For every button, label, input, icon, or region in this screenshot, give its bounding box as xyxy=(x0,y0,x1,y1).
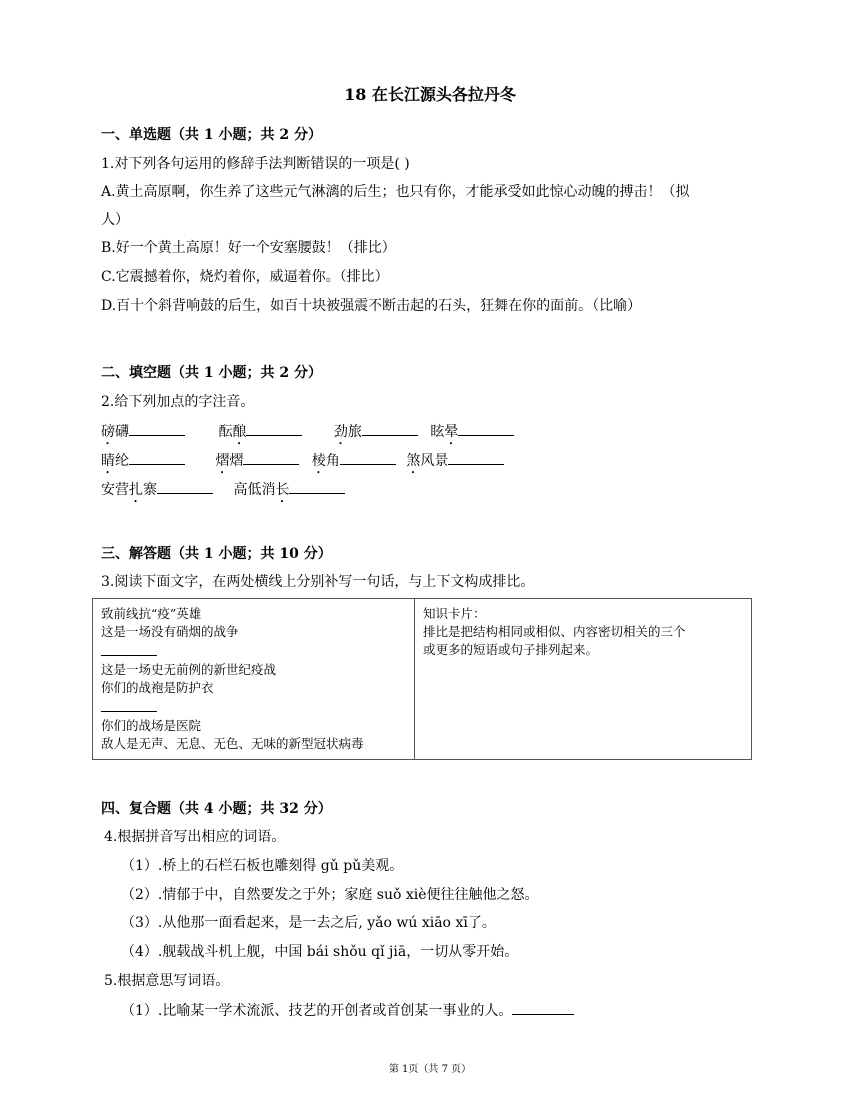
poem-line: 致前线抗“疫”英雄 xyxy=(101,606,202,621)
question-2: 2.给下列加点的字注音。 xyxy=(101,394,255,410)
option-a-line2: 人） xyxy=(101,212,129,228)
question-3: 3.阅读下面文字，在两处横线上分别补写一句话，与上下文构成排比。 xyxy=(101,574,535,590)
word-item: 高低消长 xyxy=(233,479,347,506)
option-a-line1: A.黄土高原啊，你生养了这些元气淋漓的后生；也只有你，才能承受如此惊心动魄的搏击！（拟 xyxy=(101,184,690,200)
answer-blank[interactable] xyxy=(362,421,418,436)
answer-blank[interactable] xyxy=(340,450,396,465)
question-4: 4.根据拼音写出相应的词语。 xyxy=(104,829,286,845)
poem-line: 你们的战场是医院 xyxy=(101,718,202,733)
word-item: 眩晕 xyxy=(430,421,516,448)
question-4-4: （4）.舰载战斗机上舰，中国 bái shǒu qǐ jiā，一切从零开始。 xyxy=(121,944,519,960)
card-title: 知识卡片： xyxy=(423,606,486,621)
option-d: D.百十个斜背响鼓的后生，如百十块被强震不断击起的石头，狂舞在你的面前。（比喻） xyxy=(101,298,642,314)
option-c: C.它震撼着你，烧灼着你，威逼着你。（排比） xyxy=(101,269,389,285)
poem-blank-line[interactable] xyxy=(101,697,406,717)
section-heading-1: 一、单选题（共 1 小题；共 2 分） xyxy=(101,127,322,143)
answer-blank[interactable] xyxy=(129,421,185,436)
word-item: 熠熠 xyxy=(215,450,307,477)
option-b: B.好一个黄土高原！好一个安塞腰鼓！（排比） xyxy=(101,240,396,256)
word-item: 劲旅 xyxy=(334,421,426,448)
pinyin-row-2 xyxy=(101,450,506,477)
pinyin-row-1 xyxy=(101,421,516,448)
pinyin-row-3 xyxy=(101,479,347,506)
poem-table xyxy=(92,598,752,760)
card-text: 排比是把结构相同或相似、内容密切相关的三个 xyxy=(423,624,686,639)
question-4-2: （2）.情郁于中，自然要发之于外；家庭 suǒ xiè便往往触他之怒。 xyxy=(121,887,539,903)
word-item: 睛纶 xyxy=(101,450,211,477)
page-footer: 第 1页（共 7 页） xyxy=(388,1064,472,1075)
question-5-1: （1）.比喻某一学术流派、技艺的开创者或首创某一事业的人。 xyxy=(121,1000,576,1021)
section-heading-3: 三、解答题（共 1 小题；共 10 分） xyxy=(101,546,332,562)
answer-blank[interactable] xyxy=(512,1000,574,1015)
question-4-3: （3）.从他那一面看起来，是一去之后, yǎo wú xiāo xī了。 xyxy=(121,915,496,931)
word-item: 酝酿 xyxy=(218,421,329,448)
question-1: 1.对下列各句运用的修辞手法判断错误的一项是( ) xyxy=(101,156,410,172)
section-heading-2: 二、填空题（共 1 小题；共 2 分） xyxy=(101,365,322,381)
poem-line: 这是一场史无前例的新世纪疫战 xyxy=(101,662,277,677)
answer-blank[interactable] xyxy=(157,479,213,494)
word-item: 煞风景 xyxy=(406,450,506,477)
answer-blank[interactable] xyxy=(458,421,514,436)
poem-line: 你们的战袍是防护衣 xyxy=(101,680,214,695)
word-item: 棱角 xyxy=(312,450,402,477)
answer-blank[interactable] xyxy=(243,450,299,465)
page-title: 18 在长江源头各拉丹冬 xyxy=(344,85,516,104)
word-item: 安营扎寨 xyxy=(101,479,229,506)
knowledge-card xyxy=(415,599,752,760)
card-text: 或更多的短语或句子排列起来。 xyxy=(423,642,599,657)
answer-blank[interactable] xyxy=(246,421,302,436)
section-heading-4: 四、复合题（共 4 小题；共 32 分） xyxy=(101,801,332,817)
word-item: 磅礴 xyxy=(101,421,214,448)
answer-blank[interactable] xyxy=(289,479,345,494)
poem-line: 这是一场没有硝烟的战争 xyxy=(101,624,239,639)
poem-line: 敌人是无声、无息、无色、无味的新型冠状病毒 xyxy=(101,736,364,751)
question-5: 5.根据意思写词语。 xyxy=(104,973,230,989)
answer-blank[interactable] xyxy=(129,450,185,465)
poem-blank-line[interactable] xyxy=(101,641,406,661)
poem-cell xyxy=(93,599,415,760)
question-4-1: （1）.桥上的石栏石板也雕刻得 gǔ pǔ美观。 xyxy=(121,858,404,874)
answer-blank[interactable] xyxy=(448,450,504,465)
